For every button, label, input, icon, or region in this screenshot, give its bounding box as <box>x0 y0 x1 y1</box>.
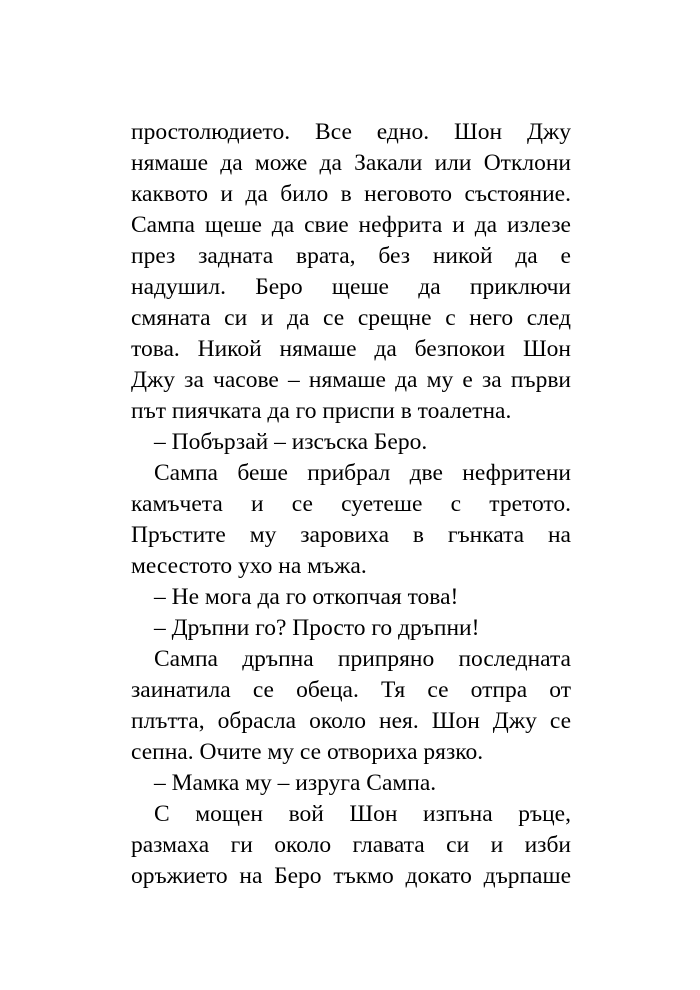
text-line: смяната си и да се срещне с него след <box>131 305 571 331</box>
text-line: Сампа беше прибрал две нефритени <box>154 460 571 486</box>
text-line: заинатила се обеца. Тя се отпра от <box>131 677 571 703</box>
text-line: плътта, обрасла около нея. Шон Джу се <box>131 708 571 734</box>
text-line: Джу за часове – нямаше да му е за първи <box>131 367 571 393</box>
text-line: през задната врата, без никой да е <box>131 243 571 269</box>
text-line: път пиячката да го приспи в тоалетна. <box>131 398 512 424</box>
text-line: сепна. Очите му се отвориха рязко. <box>131 739 484 765</box>
body-text <box>131 117 571 892</box>
text-line: нямаше да може да Закали или Отклони <box>131 150 571 176</box>
text-line: – Мамка му – изруга Сампа. <box>154 770 437 796</box>
text-line: камъчета и се суетеше с третото. <box>131 491 571 517</box>
text-line: каквото и да било в неговото състояние. <box>131 181 571 207</box>
text-line: простолюдието. Все едно. Шон Джу <box>131 119 571 145</box>
text-line: размаха ги около главата си и изби <box>131 832 571 858</box>
text-line: Пръстите му заровиха в гънката на <box>131 522 571 548</box>
text-line: месестото ухо на мъжа. <box>131 553 367 579</box>
text-line: С мощен вой Шон изпъна ръце, <box>154 801 571 827</box>
text-line: – Побързай – изсъска Беро. <box>154 429 428 455</box>
text-line: оръжието на Беро тъкмо докато дърпаше <box>131 863 571 889</box>
text-line: – Дръпни го? Просто го дръпни! <box>154 615 480 641</box>
text-line: Сампа дръпна припряно последната <box>154 646 571 672</box>
text-line: Сампа щеше да свие нефрита и да излезе <box>131 212 571 238</box>
text-line: това. Никой нямаше да безпокои Шон <box>131 336 571 362</box>
text-line: надушил. Беро щеше да приключи <box>131 274 571 300</box>
text-line: – Не мога да го откопчая това! <box>154 584 459 610</box>
